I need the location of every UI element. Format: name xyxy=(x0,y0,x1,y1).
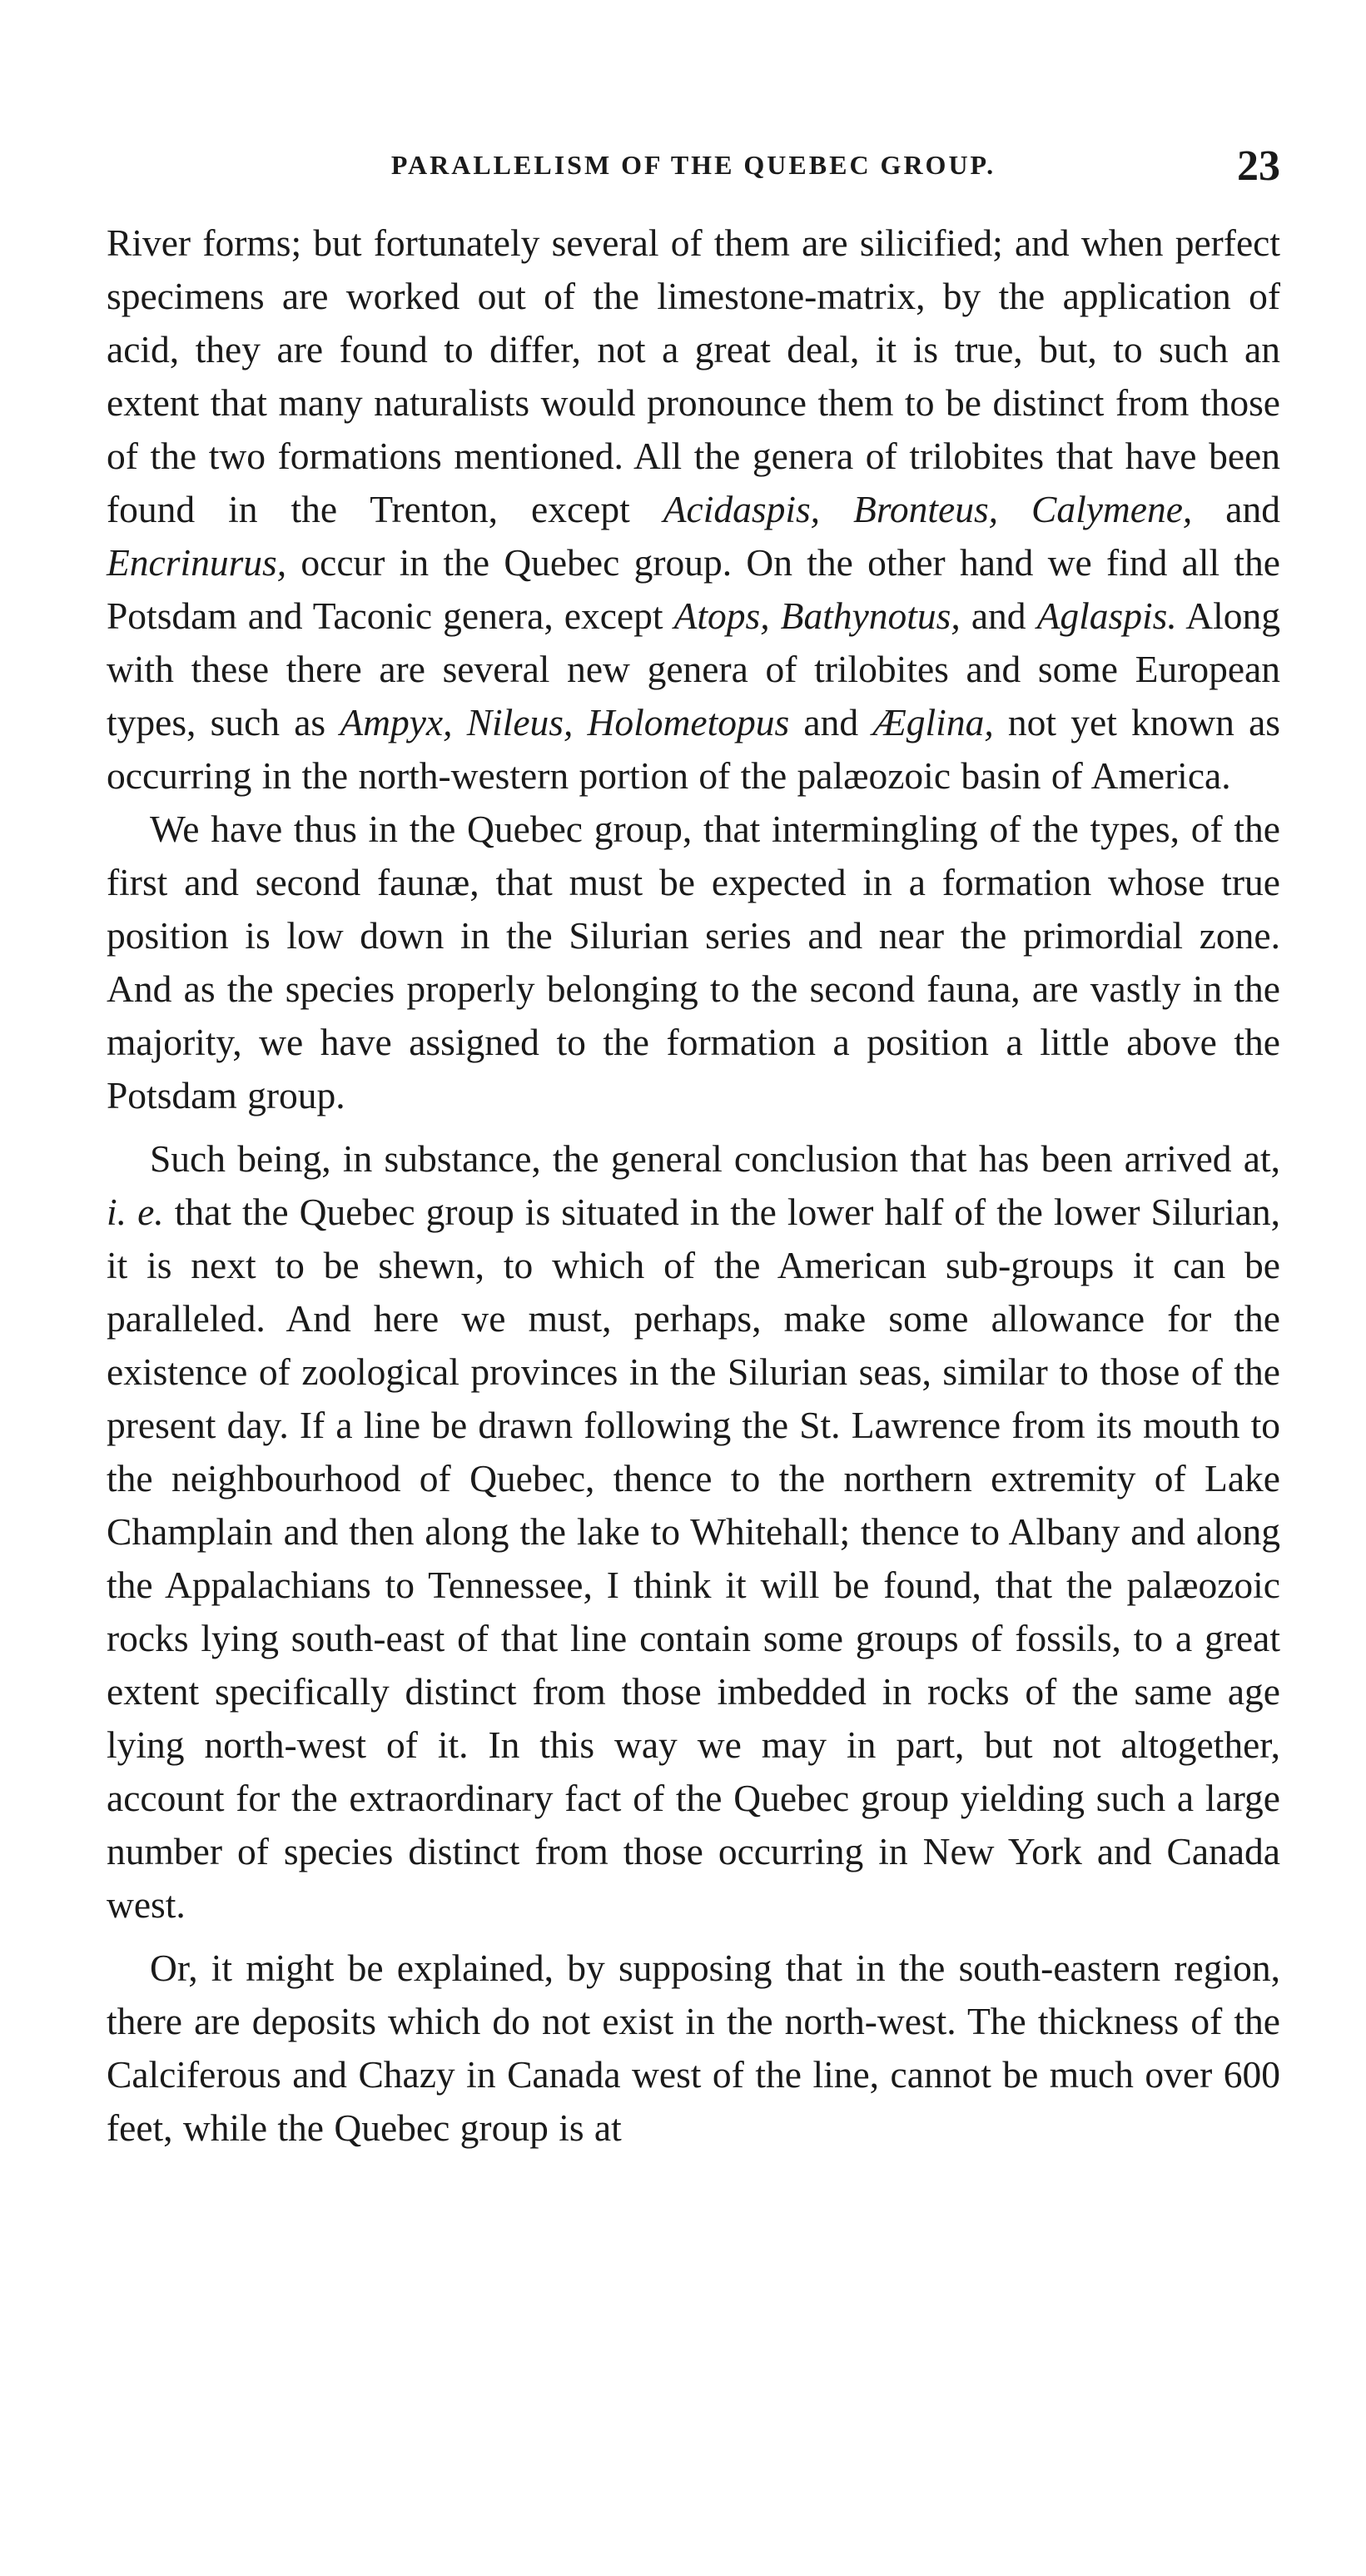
text-run: and xyxy=(960,594,1037,637)
text-run: that the Quebec group is situated in the lower half of the lower Silurian, it is next to be shewn, to which of the American sub-groups it can be paralleled. And here we must, perhaps, make some allowance for the existence of zoological provinces in the Silurian seas, similar to those of the present day. If a line be drawn following the St. Lawrence from its mouth to the neighbourhood of Quebec, thence to the northern extremity of Lake Champlain and then along the lake to Whitehall; thence to Albany and along the Appalachians to Tennessee, I think it will be found, that the palæozoic rocks lying south-east of that line contain some groups of fossils, to a great extent specifically distinct from those imbedded in rocks of the same age lying north-west of it. In this way we may in part, but not altogether, account for the extraordinary fact of the Quebec group yielding such a large number of species distinct from those occurring in New York and Canada west. xyxy=(107,1191,1280,1926)
text-run: Along with these there are several new genera of trilobites and some European types, such as xyxy=(107,594,1280,743)
text-run: and xyxy=(789,701,873,743)
paragraph-2 xyxy=(107,803,1280,1122)
text-run: occur in the Quebec group. On the other hand we find all the Potsdam and Taconic genera, except xyxy=(107,541,1280,637)
italic-term: Aglaspis. xyxy=(1036,594,1177,637)
text-run: and xyxy=(1192,488,1280,530)
text-run: not yet known as occurring in the north-western portion of the palæozoic basin of America. xyxy=(107,701,1280,797)
running-title: PARALLELISM OF THE QUEBEC GROUP. xyxy=(390,150,996,180)
italic-term: i. e. xyxy=(107,1191,164,1233)
book-page xyxy=(107,142,1280,2155)
italic-term: Ampyx, Nileus, Holometopus xyxy=(340,701,790,743)
paragraph-3 xyxy=(107,1132,1280,1932)
italic-term: Æglina, xyxy=(872,701,994,743)
running-head xyxy=(107,142,1280,200)
text-run: River forms; but fortunately several of them are silicified; and when perfect specimens are worked out of the limestone-matrix, by the application of acid, they are found to differ, not a great deal, it is true, but, to such an extent that many naturalists would pronounce them to be distinct from those of the two formations mentioned. All the genera of trilobites that have been found in the Trenton, except xyxy=(107,221,1280,530)
paragraph-1 xyxy=(107,216,1280,803)
italic-term: Encrinurus, xyxy=(107,541,287,584)
text-run: Such being, in substance, the general conclusion that has been arrived at, xyxy=(150,1137,1280,1180)
text-run: We have thus in the Quebec group, that intermingling of the types, of the first and second faunæ, that must be expected in a formation whose true position is low down in the Silurian series and near the primordial zone. And as the species properly belonging to the second fauna, are vastly in the majority, we have assigned to the formation a position a little above the Potsdam group. xyxy=(107,808,1280,1116)
italic-term: Atops, Bathynotus, xyxy=(673,594,961,637)
text-run: Or, it might be explained, by supposing that in the south-eastern region, there are deposits which do not exist in the north-west. The thickness of the Calciferous and Chazy in Canada west of the line, cannot be much over 600 feet, while the Quebec group is at xyxy=(107,1947,1280,2149)
italic-term: Acidaspis, Bronteus, Calymene, xyxy=(663,488,1193,530)
paragraph-4 xyxy=(107,1942,1280,2155)
page-number: 23 xyxy=(1237,142,1280,190)
